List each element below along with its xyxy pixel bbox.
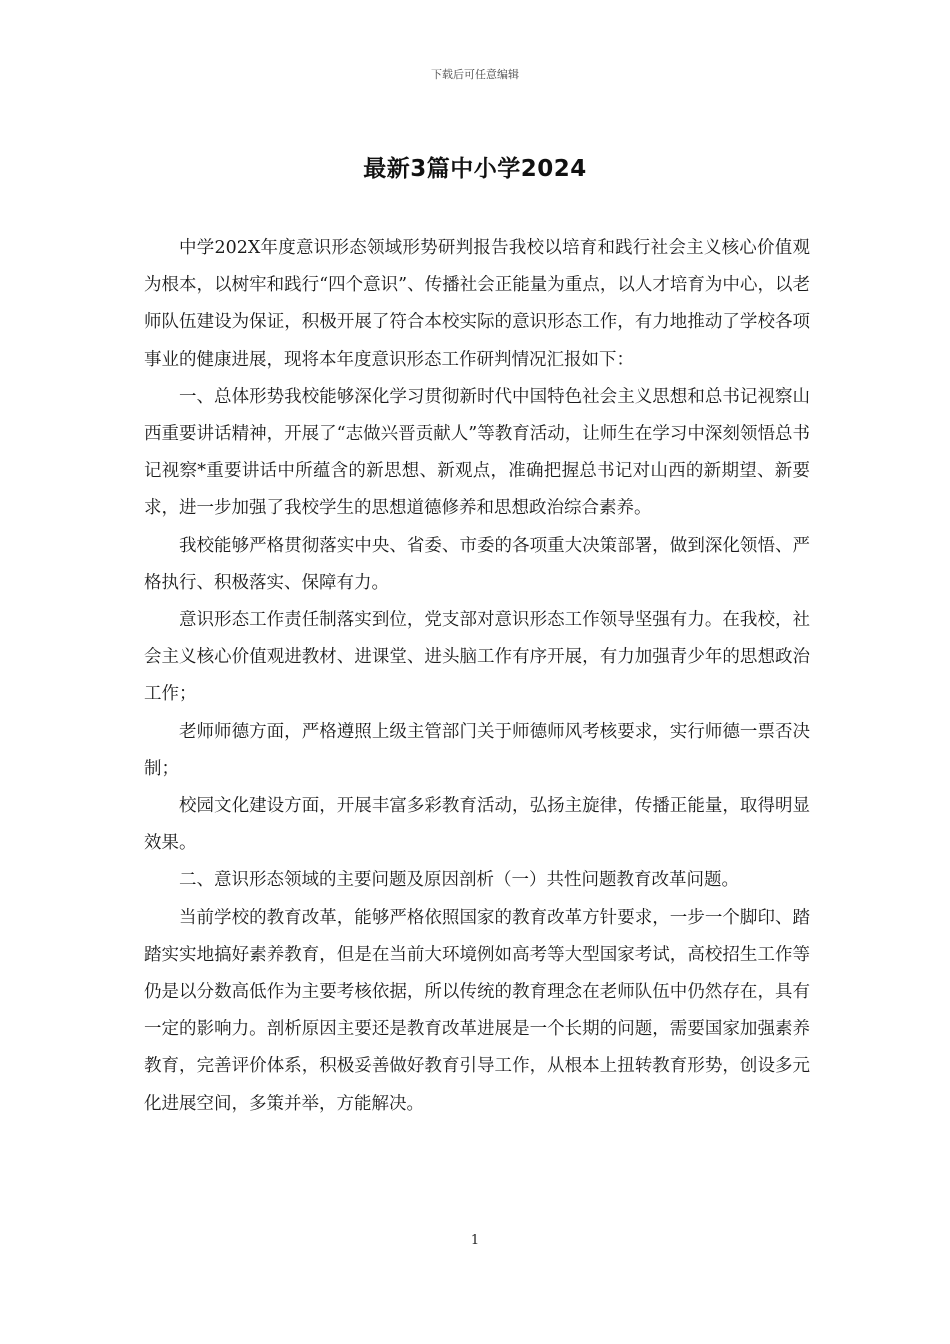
paragraph: 我校能够严格贯彻落实中央、省委、市委的各项重大决策部署，做到深化领悟、严格执行、积极落实、保障有力。: [144, 535, 810, 593]
paragraph: 校园文化建设方面，开展丰富多彩教育活动，弘扬主旋律，传播正能量，取得明显效果。: [144, 796, 810, 854]
document-body: [144, 230, 810, 1123]
paragraph: 一、总体形势我校能够深化学习贯彻新时代中国特色社会主义思想和总书记视察山西重要讲话精神，开展了“志做兴晋贡献人”等教育活动，让师生在学习中深刻领悟总书记视察*重要讲话中所蕴含的新思想、新观点，准确把握总书记对山西的新期望、新要求，进一步加强了我校学生的思想道德修养和思想政治综合素养。: [144, 386, 810, 519]
document-title: 最新3篇中小学2024: [363, 156, 587, 182]
paragraph: 意识形态工作责任制落实到位，党支部对意识形态工作领导坚强有力。在我校，社会主义核心价值观进教材、进课堂、进头脑工作有序开展，有力加强青少年的思想政治工作；: [144, 610, 810, 705]
paragraph: 当前学校的教育改革，能够严格依照国家的教育改革方针要求，一步一个脚印、踏踏实实地搞好素养教育，但是在当前大环境例如高考等大型国家考试，高校招生工作等仍是以分数高低作为主要考核依据，所以传统的教育理念在老师队伍中仍然存在，具有一定的影响力。剖析原因主要还是教育改革进展是一个长期的问题，需要国家加强素养教育，完善评价体系，积极妥善做好教育引导工作，从根本上扭转教育形势，创设多元化进展空间，多策并举，方能解决。: [144, 907, 810, 1114]
header-note: 下载后可任意编辑: [431, 68, 519, 81]
page-number: 1: [470, 1233, 480, 1248]
paragraph: 二、意识形态领域的主要问题及原因剖析（一）共性问题教育改革问题。: [179, 870, 739, 891]
paragraph: 中学202X年度意识形态领域形势研判报告我校以培育和践行社会主义核心价值观为根本，以树牢和践行“四个意识”、传播社会正能量为重点，以人才培育为中心，以老师队伍建设为保证，积极开展了符合本校实际的意识形态工作，有力地推动了学校各项事业的健康进展，现将本年度意识形态工作研判情况汇报如下：: [144, 238, 810, 370]
paragraph: 老师师德方面，严格遵照上级主管部门关于师德师风考核要求，实行师德一票否决制；: [144, 721, 810, 779]
